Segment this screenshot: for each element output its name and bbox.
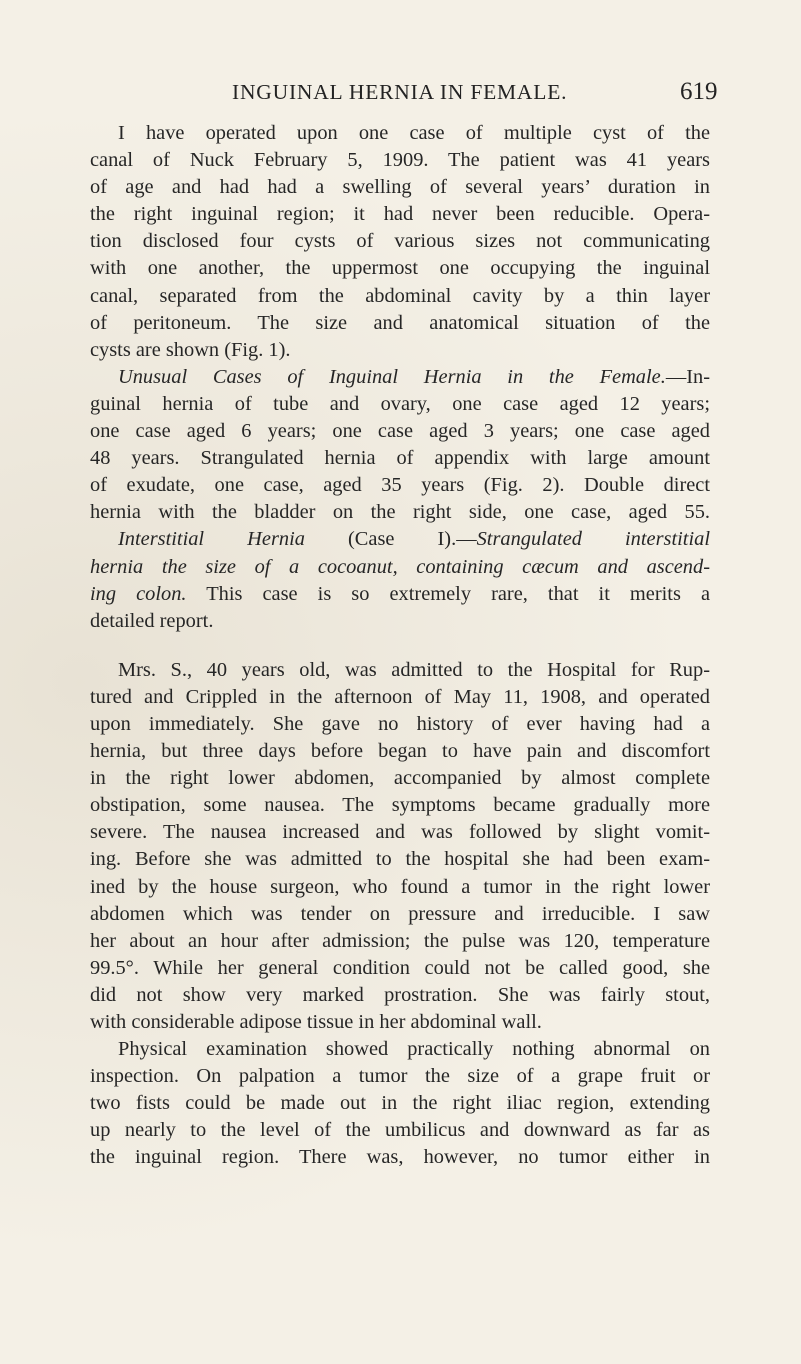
text-line	[90, 364, 710, 391]
paragraph-multiple-cyst	[90, 120, 710, 364]
text-line: ined by the house surgeon, who found a tumor in the right lower	[90, 875, 710, 898]
text-line: two fists could be made out in the right iliac region, extending	[90, 1092, 710, 1115]
text-line: of age and had had a swelling of several years’ duration in	[90, 176, 710, 199]
page-header	[0, 78, 801, 114]
text-line: with one another, the uppermost one occupying the inguinal	[90, 257, 710, 280]
case-label: (Case I).—	[304, 528, 477, 551]
paragraph-unusual-cases	[90, 364, 710, 527]
text-line: tion disclosed four cysts of various sizes not communicating	[90, 230, 710, 253]
text-line: abdomen which was tender on pressure and irreducible. I saw	[90, 902, 710, 925]
text-line: Physical examination showed practically nothing abnormal on	[118, 1038, 710, 1061]
text-line: the right inguinal region; it had never been reducible. Opera-	[90, 203, 710, 226]
text-line: guinal hernia of tube and ovary, one case aged 12 years;	[90, 392, 710, 415]
text-line: of peritoneum. The size and anatomical situation of the	[90, 311, 710, 334]
text-line: detailed report.	[90, 609, 214, 632]
text-fragment: —In-	[665, 365, 710, 388]
paragraph-case-report	[90, 657, 710, 1036]
page-body	[90, 120, 710, 1172]
paragraph-gap	[90, 635, 710, 657]
text-line: hernia with the bladder on the right side, one case, aged 55.	[90, 501, 710, 524]
text-line: with considerable adipose tissue in her abdominal wall.	[90, 1011, 542, 1033]
text-line: the inguinal region. There was, however, no tumor either in	[90, 1146, 710, 1169]
section-heading-interstitial-hernia: Interstitial Hernia	[118, 528, 305, 551]
text-line	[90, 581, 710, 608]
paragraph-physical-examination	[90, 1036, 710, 1171]
text-line: I have operated upon one case of multiple cyst of the	[118, 122, 710, 144]
text-line: severe. The nausea increased and was followed by slight vomit-	[90, 821, 710, 844]
text-line: 99.5°. While her general condition could not be called good, she	[90, 956, 710, 979]
text-line: Mrs. S., 40 years old, was admitted to the Hospital for Rup-	[118, 658, 710, 681]
text-line: cysts are shown (Fig. 1).	[90, 338, 291, 361]
text-line: obstipation, some nausea. The symptoms became gradually more	[90, 794, 710, 817]
text-line: 48 years. Strangulated hernia of appendix with large amount	[90, 447, 710, 470]
text-fragment: This case is so extremely rare, that it merits a	[186, 582, 710, 605]
text-line: hernia the size of a cocoanut, containing cæcum and ascend-	[90, 555, 710, 578]
text-line: upon immediately. She gave no history of ever having had a	[90, 712, 710, 735]
italic-fragment: ing colon.	[90, 582, 187, 605]
page-number: 619	[680, 78, 718, 105]
running-title: INGUINAL HERNIA IN FEMALE.	[232, 80, 568, 104]
text-line: ing. Before she was admitted to the hospital she had been exam-	[90, 848, 710, 871]
text-line: canal, separated from the abdominal cavity by a thin layer	[90, 284, 710, 307]
section-heading-unusual-cases: Unusual Cases of Inguinal Hernia in the Female.	[118, 365, 666, 388]
text-line: inspection. On palpation a tumor the size of a grape fruit or	[90, 1065, 710, 1088]
paragraph-interstitial-hernia	[90, 526, 710, 634]
text-line	[90, 526, 710, 553]
text-line: tured and Crippled in the afternoon of May 11, 1908, and operated	[90, 685, 710, 708]
text-line: up nearly to the level of the umbilicus and downward as far as	[90, 1119, 710, 1142]
italic-fragment: Strangulated interstitial	[476, 528, 710, 551]
text-line: hernia, but three days before began to have pain and discomfort	[90, 740, 710, 763]
text-line: of exudate, one case, aged 35 years (Fig. 2). Double direct	[90, 474, 710, 497]
text-line: did not show very marked prostration. She was fairly stout,	[90, 983, 710, 1006]
text-line: one case aged 6 years; one case aged 3 years; one case aged	[90, 420, 710, 443]
text-line: in the right lower abdomen, accompanied by almost complete	[90, 767, 710, 790]
text-line: canal of Nuck February 5, 1909. The patient was 41 years	[90, 149, 710, 172]
text-line: her about an hour after admission; the pulse was 120, temperature	[90, 929, 710, 952]
